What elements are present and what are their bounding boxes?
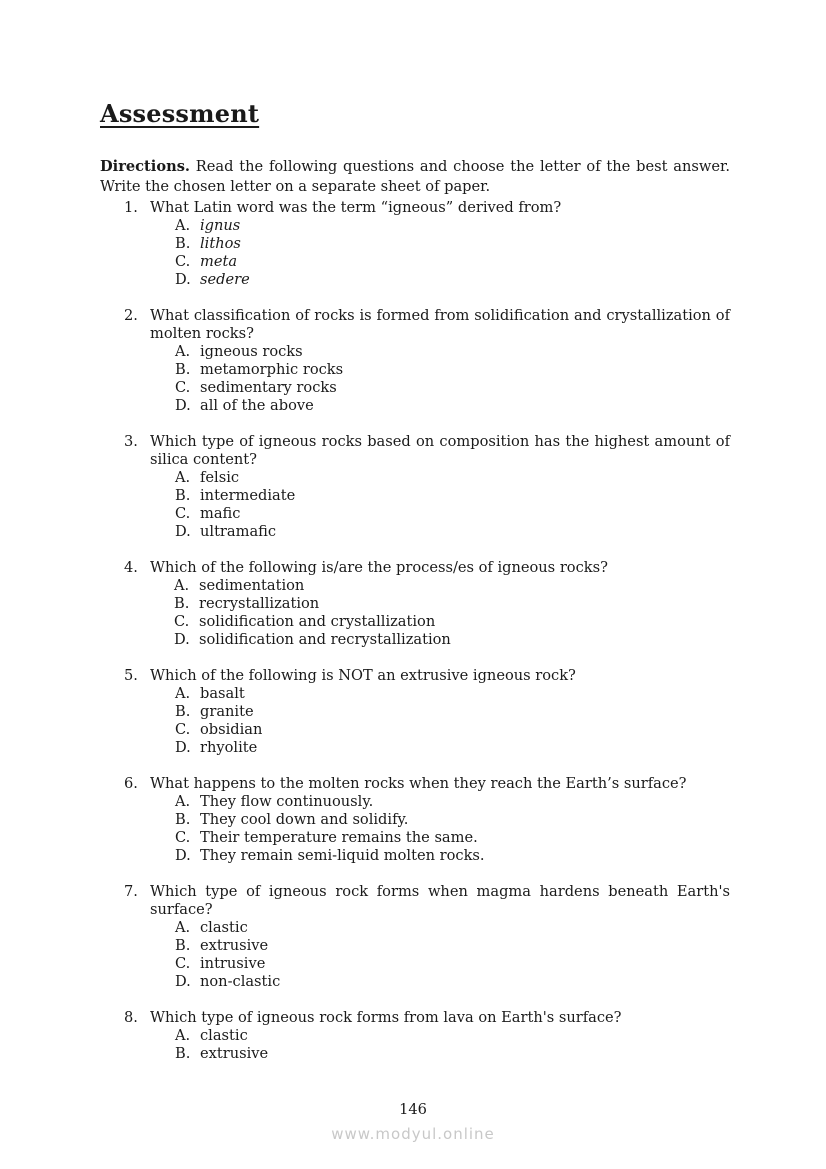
option-d: [100, 523, 730, 541]
question-text: What Latin word was the term “igneous” derived from?: [150, 199, 562, 216]
option-text: clastic: [200, 919, 248, 936]
option-letter: C.: [175, 505, 191, 522]
question-3: [100, 433, 730, 541]
question-number: 2.: [124, 307, 138, 324]
option-letter: C.: [175, 379, 191, 396]
option-letter: D.: [175, 739, 191, 756]
option-letter: D.: [175, 271, 191, 288]
question-number: 5.: [124, 667, 138, 684]
option-text: clastic: [200, 1027, 248, 1044]
option-d: [100, 739, 730, 757]
option-a: [100, 685, 730, 703]
option-text: recrystallization: [199, 595, 320, 612]
question-6: [100, 775, 730, 865]
option-c: [100, 253, 730, 271]
option-c: [100, 379, 730, 397]
option-b: [100, 937, 730, 955]
option-a: [100, 217, 730, 235]
question-text: Which type of igneous rocks based on composition has the highest amount of silica content?: [150, 433, 730, 468]
option-letter: B.: [175, 361, 191, 378]
option-text: obsidian: [200, 721, 263, 738]
option-text: They remain semi-liquid molten rocks.: [200, 847, 485, 864]
option-text: intrusive: [200, 955, 266, 972]
question-number: 1.: [124, 199, 138, 216]
option-letter: A.: [175, 469, 191, 486]
option-letter: D.: [175, 973, 191, 990]
question-1: [100, 199, 730, 289]
option-letter: D.: [174, 631, 190, 648]
option-c: [100, 721, 730, 739]
option-d: [100, 847, 730, 865]
option-d: [100, 973, 730, 991]
option-text: extrusive: [200, 937, 269, 954]
option-letter: C.: [175, 721, 191, 738]
option-text: sedimentation: [199, 577, 305, 594]
option-letter: A.: [175, 919, 191, 936]
question-5: [100, 667, 730, 757]
option-letter: C.: [174, 613, 190, 630]
option-letter: B.: [174, 595, 190, 612]
question-text: Which of the following is NOT an extrusive igneous rock?: [150, 667, 576, 684]
question-2: [100, 307, 730, 415]
option-text: sedimentary rocks: [200, 379, 337, 396]
option-c: [100, 955, 730, 973]
option-d: [100, 271, 730, 289]
option-b: [100, 235, 730, 253]
option-text: solidification and crystallization: [199, 613, 436, 630]
page-number: 146: [399, 1101, 427, 1118]
option-letter: A.: [175, 1027, 191, 1044]
option-a: [100, 343, 730, 361]
question-7: [100, 883, 730, 991]
watermark: www.modyul.online: [331, 1125, 495, 1143]
option-b: [100, 703, 730, 721]
option-letter: A.: [175, 217, 191, 234]
option-b: [100, 361, 730, 379]
question-number: 4.: [124, 559, 138, 576]
option-b: [100, 1045, 730, 1063]
option-text: mafic: [200, 505, 241, 522]
option-d: [100, 397, 730, 415]
directions-paragraph: [100, 157, 730, 197]
question-text: What happens to the molten rocks when they reach the Earth’s surface?: [150, 775, 687, 792]
option-text: extrusive: [200, 1045, 269, 1062]
question-number: 3.: [124, 433, 138, 450]
option-text: solidification and recrystallization: [199, 631, 451, 648]
option-text: igneous rocks: [200, 343, 303, 360]
option-letter: B.: [175, 487, 191, 504]
question-list: [100, 199, 730, 1063]
option-letter: B.: [175, 811, 191, 828]
option-letter: B.: [175, 937, 191, 954]
option-text: sedere: [200, 271, 250, 288]
option-b: [100, 811, 730, 829]
question-text: Which type of igneous rock forms when magma hardens beneath Earth's surface?: [150, 883, 730, 918]
option-text: They flow continuously.: [200, 793, 374, 810]
option-letter: B.: [175, 1045, 191, 1062]
option-text: granite: [200, 703, 254, 720]
option-c: [100, 613, 730, 631]
option-text: rhyolite: [200, 739, 258, 756]
option-a: [100, 919, 730, 937]
option-b: [100, 487, 730, 505]
question-8: [100, 1009, 730, 1063]
option-text: ultramafic: [200, 523, 277, 540]
option-letter: A.: [174, 577, 190, 594]
option-a: [100, 793, 730, 811]
option-letter: D.: [175, 847, 191, 864]
option-a: [100, 577, 730, 595]
option-text: felsic: [200, 469, 240, 486]
option-a: [100, 469, 730, 487]
option-a: [100, 1027, 730, 1045]
option-letter: A.: [175, 793, 191, 810]
option-text: Their temperature remains the same.: [200, 829, 478, 846]
question-4: [100, 559, 730, 649]
option-text: lithos: [200, 235, 241, 252]
option-text: basalt: [200, 685, 245, 702]
question-text: What classification of rocks is formed from solidification and crystallization of molten rocks?: [150, 307, 730, 342]
option-b: [100, 595, 730, 613]
page-title: Assessment: [100, 99, 260, 128]
option-letter: C.: [175, 829, 191, 846]
directions-label: Directions.: [100, 158, 190, 175]
option-c: [100, 505, 730, 523]
option-c: [100, 829, 730, 847]
option-letter: D.: [175, 523, 191, 540]
option-letter: C.: [175, 253, 191, 270]
option-letter: A.: [175, 685, 191, 702]
question-text: Which type of igneous rock forms from lava on Earth's surface?: [150, 1009, 622, 1026]
option-letter: D.: [175, 397, 191, 414]
option-text: intermediate: [200, 487, 296, 504]
option-letter: B.: [175, 235, 191, 252]
option-text: meta: [200, 253, 238, 270]
option-text: metamorphic rocks: [200, 361, 344, 378]
directions-text: Read the following questions and choose the letter of the best answer. Write the chosen letter on a separate sheet of paper.: [100, 158, 730, 195]
option-d: [100, 631, 730, 649]
option-text: all of the above: [200, 397, 314, 414]
option-text: They cool down and solidify.: [200, 811, 409, 828]
option-text: non-clastic: [200, 973, 281, 990]
question-number: 6.: [124, 775, 138, 792]
option-letter: A.: [175, 343, 191, 360]
question-number: 7.: [124, 883, 138, 900]
option-letter: B.: [175, 703, 191, 720]
question-text: Which of the following is/are the process/es of igneous rocks?: [150, 559, 608, 576]
option-letter: C.: [175, 955, 191, 972]
option-text: ignus: [200, 217, 241, 234]
question-number: 8.: [124, 1009, 138, 1026]
